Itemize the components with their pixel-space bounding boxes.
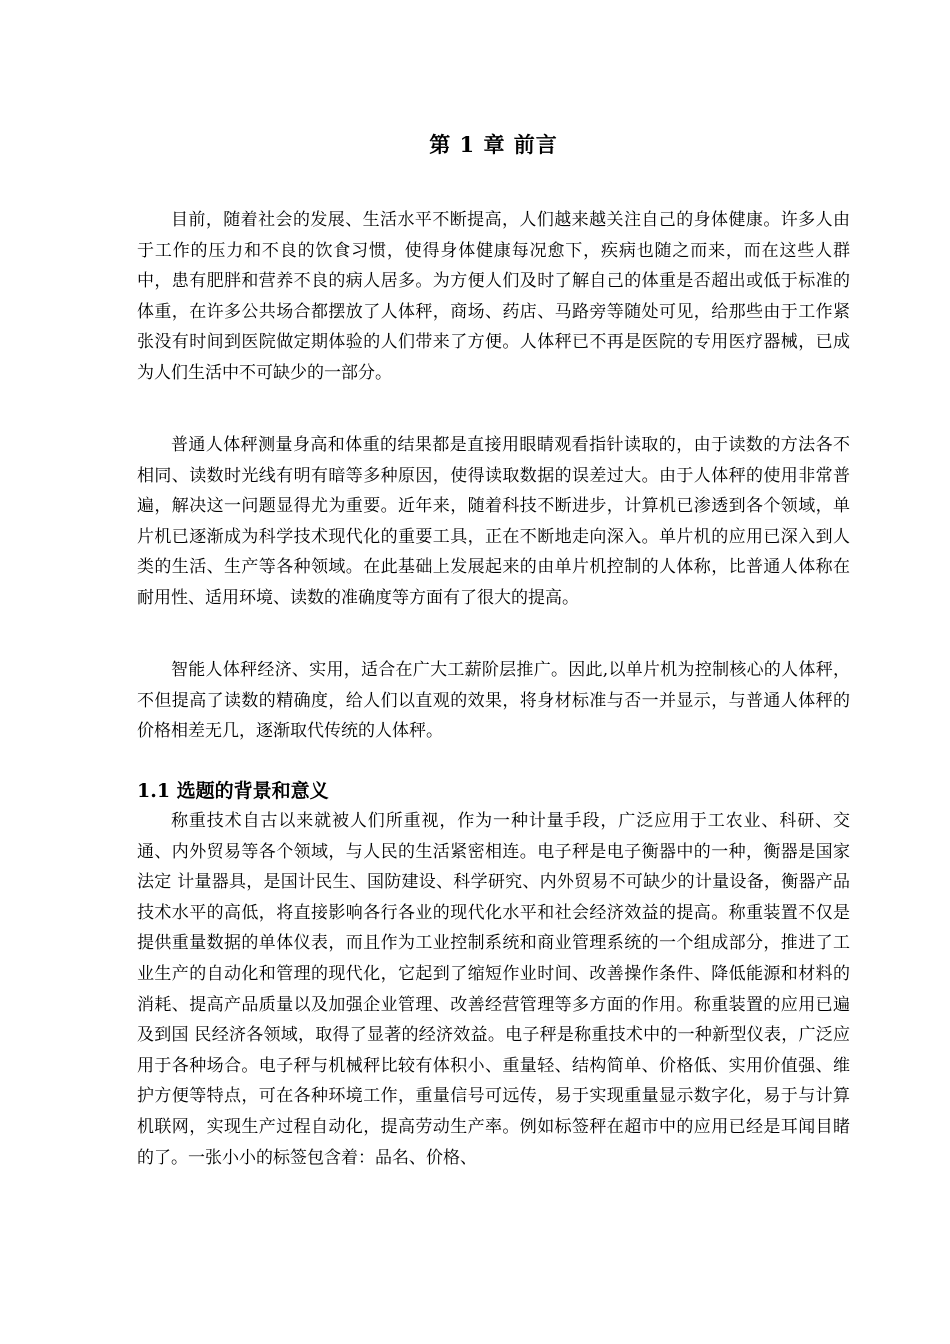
chapter-title: 第 1 章 前言 (429, 132, 558, 158)
section-paragraph: 称重技术自古以来就被人们所重视，作为一种计量手段，广泛应用于工农业、科研、交通、内外贸易等各个领域，与人民的生活紧密相连。电子秤是电子衡器中的一种，衡器是国家法定 计量器具，是国计民生、国防建设、科学研究、内外贸易不可缺少的计量设备，衡器产品技术水平的高低，将直接影响各行各业的现代化水平和社会经济效益的提高。称重装置不仅是提供重量数据的单体仪表，而且作为工业控制系统和商业管理系统的一个组成部分，推进了工业生产的自动化和管理的现代化，它起到了缩短作业时间、改善操作条件、降低能源和材料的消耗、提高产品质量以及加强企业管理、改善经营管理等多方面的作用。称重装置的应用已遍及到国 民经济各领域，取得了显著的经济效益。电子秤是称重技术中的一种新型仪表，广泛应用于各种场合。电子秤与机械秤比较有体积小、重量轻、结构简单、价格低、实用价值强、维护方便等特点，可在各种环境工作，重量信号可远传，易于实现重量显示数字化，易于与计算机联网，实现生产过程自动化，提高劳动生产率。例如标签秤在超市中的应用已经是耳闻目睹的了。一张小小的标签包含着：品名、价格、 (137, 811, 850, 1168)
intro-paragraph-2: 普通人体秤测量身高和体重的结果都是直接用眼睛观看指针读取的，由于读数的方法各不相同、读数时光线有明有暗等多种原因，使得读取数据的误差过大。由于人体秤的使用非常普遍，解决这一问题显得尤为重要。近年来，随着科技不断进步，计算机已渗透到各个领域，单片机已逐渐成为科学技术现代化的重要工具，正在不断地走向深入。单片机的应用已深入到人类的生活、生产等各种领域。在此基础上发展起来的由单片机控制的人体称，比普通人体称在耐用性、适用环境、读数的准确度等方面有了很大的提高。 (137, 435, 850, 608)
intro-paragraph-3: 智能人体秤经济、实用，适合在广大工薪阶层推广。因此,以单片机为控制核心的人体秤，不但提高了读数的精确度，给人们以直观的效果，将身材标准与否一并显示，与普通人体秤的价格相差无几，逐渐取代传统的人体秤。 (137, 660, 850, 742)
section-heading: 1.1 选题的背景和意义 (137, 780, 329, 802)
intro-paragraph-1: 目前，随着社会的发展、生活水平不断提高，人们越来越关注自己的身体健康。许多人由于工作的压力和不良的饮食习惯，使得身体健康每况愈下，疾病也随之而来，而在这些人群中，患有肥胖和营养不良的病人居多。为方便人们及时了解自己的体重是否超出或低于标准的体重，在许多公共场合都摆放了人体秤，商场、药店、马路旁等随处可见，给那些由于工作紧张没有时间到医院做定期体验的人们带来了方便。人体秤已不再是医院的专用医疗器械，已成为人们生活中不可缺少的一部分。 (137, 210, 850, 383)
